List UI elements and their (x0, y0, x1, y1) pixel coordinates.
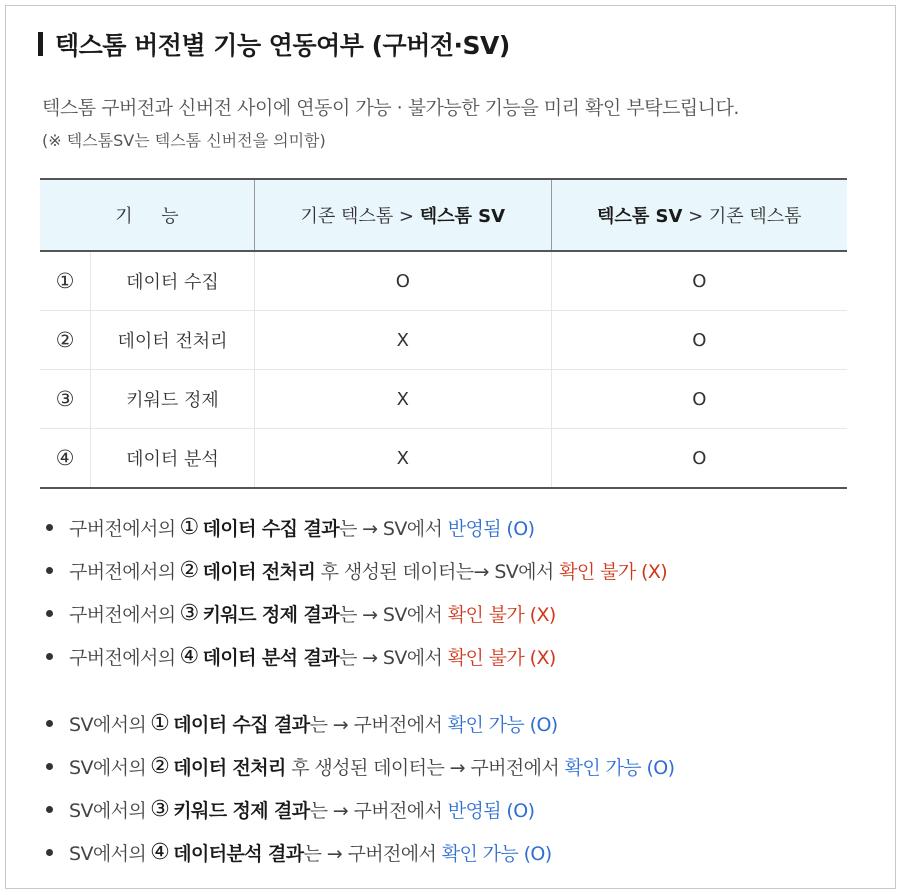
bullet-feature: 데이터 수집 결과 (173, 714, 310, 736)
bullet-dot (46, 763, 53, 770)
sv-to-old-status: O (551, 429, 847, 489)
feature-name: 키워드 정제 (91, 370, 255, 429)
old-to-sv-status: O (255, 251, 552, 311)
bullet-prefix: SV에서의 (69, 843, 147, 865)
header-feature: 기 능 (40, 179, 255, 251)
bullet-result: 확인 불가 (X) (447, 604, 556, 626)
bullet-number: ③ (150, 797, 170, 822)
header-sv-to-old-suffix: > 기존 텍스톰 (682, 206, 802, 227)
bullet-number: ① (179, 515, 199, 540)
bullet-result: 확인 불가 (X) (447, 647, 556, 669)
bullet-prefix: 구버전에서의 (69, 647, 176, 669)
row-number: ④ (40, 429, 91, 489)
page-title (38, 26, 510, 62)
table-header-row (40, 179, 847, 251)
old-to-sv-status: X (255, 311, 552, 370)
bullet-feature: 데이터 전처리 (173, 757, 286, 779)
bullet-result: 확인 가능 (O) (447, 714, 558, 736)
bullet-number: ② (150, 754, 170, 779)
bullet-feature: 데이터 분석 결과 (202, 647, 339, 669)
page-title-text: 텍스톰 버전별 기능 연동여부 (구버전·SV) (55, 31, 510, 60)
bullet-feature: 데이터분석 결과 (173, 843, 304, 865)
bullet-dot (46, 720, 53, 727)
bullet-dot (46, 610, 53, 617)
bullet-feature: 데이터 수집 결과 (202, 518, 339, 540)
bullet-dot (46, 567, 53, 574)
bullet-result: 확인 가능 (O) (441, 843, 552, 865)
sv-to-old-status: O (551, 251, 847, 311)
bullet-middle: 는 → SV에서 (338, 604, 448, 626)
bullet-middle: 후 생성된 데이터는 → 구버전에서 (285, 757, 565, 779)
description: 텍스톰 구버전과 신버전 사이에 연동이 가능 · 불가능한 기능을 미리 확인 부탁드립니다. (42, 97, 739, 119)
sv-to-old-status: O (551, 311, 847, 370)
bullet-middle: 는 → SV에서 (338, 647, 448, 669)
feature-name: 데이터 분석 (91, 429, 255, 489)
row-number: ③ (40, 370, 91, 429)
bullet-item (46, 745, 674, 788)
bullet-dot (46, 806, 53, 813)
bullet-result: 반영됨 (O) (447, 518, 535, 540)
bullet-item (46, 635, 667, 678)
bullet-number: ② (179, 558, 199, 583)
bullet-feature: 키워드 정제 결과 (202, 604, 339, 626)
bullet-prefix: 구버전에서의 (69, 518, 176, 540)
bullet-item (46, 506, 667, 549)
bullet-middle: 는 → SV에서 (338, 518, 448, 540)
header-old-to-sv (255, 179, 552, 251)
bullet-prefix: SV에서의 (69, 714, 147, 736)
sv-to-old-status: O (551, 370, 847, 429)
bullet-result: 확인 불가 (X) (559, 561, 668, 583)
header-old-to-sv-bold: 텍스톰 SV (419, 206, 506, 227)
bullet-dot (46, 524, 53, 531)
table-row (40, 429, 847, 489)
bullet-number: ① (150, 711, 170, 736)
bullet-item (46, 788, 674, 831)
table-row (40, 251, 847, 311)
feature-name: 데이터 수집 (91, 251, 255, 311)
bullet-middle: 는 → 구버전에서 (309, 714, 448, 736)
bullet-number: ③ (179, 601, 199, 626)
bullet-feature: 키워드 정제 결과 (173, 800, 310, 822)
bullet-item (46, 831, 674, 874)
header-sv-to-old (551, 179, 847, 251)
bullet-middle: 는 → 구버전에서 (309, 800, 448, 822)
bullet-number: ④ (179, 644, 199, 669)
old-version-bullet-list (46, 506, 667, 678)
bullet-item (46, 549, 667, 592)
row-number: ② (40, 311, 91, 370)
old-to-sv-status: X (255, 429, 552, 489)
bullet-number: ④ (150, 840, 170, 865)
row-number: ① (40, 251, 91, 311)
old-to-sv-status: X (255, 370, 552, 429)
bullet-prefix: 구버전에서의 (69, 561, 176, 583)
feature-name: 데이터 전처리 (91, 311, 255, 370)
bullet-prefix: SV에서의 (69, 757, 147, 779)
bullet-middle: 는 → 구버전에서 (303, 843, 442, 865)
header-sv-to-old-bold: 텍스톰 SV (597, 206, 683, 227)
bullet-item (46, 592, 667, 635)
bullet-result: 반영됨 (O) (447, 800, 535, 822)
title-marker (38, 32, 43, 56)
bullet-dot (46, 849, 53, 856)
bullet-item (46, 702, 674, 745)
sv-version-bullet-list (46, 702, 674, 874)
bullet-result: 확인 가능 (O) (564, 757, 675, 779)
bullet-feature: 데이터 전처리 (202, 561, 316, 583)
table-row (40, 311, 847, 370)
compatibility-table (40, 178, 847, 489)
note: (※ 텍스톰SV는 텍스톰 신버전을 의미함) (42, 131, 326, 150)
bullet-prefix: 구버전에서의 (69, 604, 176, 626)
header-old-to-sv-prefix: 기존 텍스톰 > (300, 206, 420, 227)
table-row (40, 370, 847, 429)
bullet-prefix: SV에서의 (69, 800, 147, 822)
bullet-middle: 후 생성된 데이터는→ SV에서 (315, 561, 560, 583)
bullet-dot (46, 653, 53, 660)
